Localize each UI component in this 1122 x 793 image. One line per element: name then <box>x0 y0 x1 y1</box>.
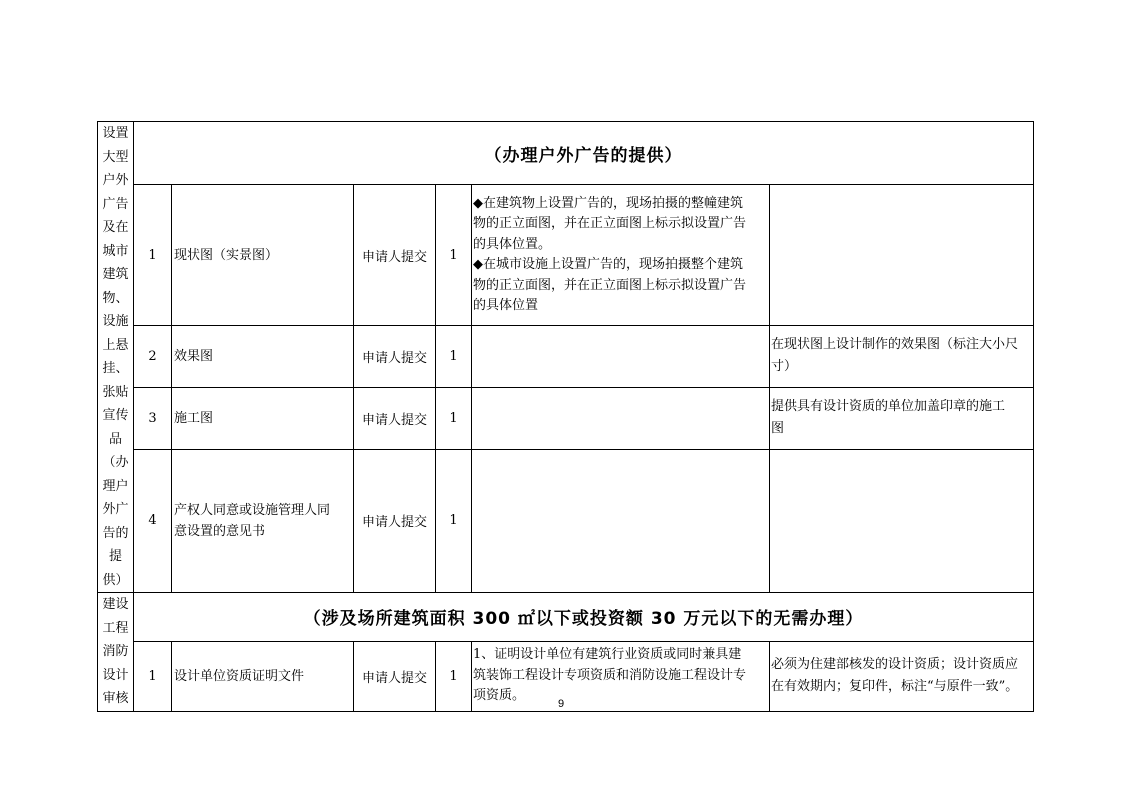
description-line: 的具体位置 <box>473 298 539 314</box>
table-row <box>98 185 1034 326</box>
copy-count: 1 <box>436 449 472 592</box>
category-line: 张贴 <box>102 384 129 400</box>
description-line: ◆在建筑物上设置广告的，现场拍摄的整幢建筑 <box>473 195 743 211</box>
section-banner: （涉及场所建筑面积 300 ㎡以下或投资额 30 万元以下的无需办理） <box>134 593 1034 642</box>
requirements-table <box>97 121 1034 712</box>
row-number: 4 <box>134 449 172 592</box>
category-line: 城市 <box>102 243 129 259</box>
copy-count: 1 <box>436 387 472 449</box>
category-line: 挂、 <box>102 361 129 376</box>
category-line: 品 <box>108 431 122 447</box>
submitter: 申请人提交 <box>354 641 436 711</box>
category-line: 审核 <box>102 691 129 706</box>
category-line: （办 <box>102 455 129 470</box>
category-line: 建筑 <box>102 267 129 282</box>
copy-count: 1 <box>436 185 472 326</box>
row-number: 1 <box>134 185 172 326</box>
category-line: 设施 <box>102 314 129 329</box>
description-line: 物的正立面图，并在正立面图上标示拟设置广告 <box>473 216 747 232</box>
requirement-description <box>472 449 770 592</box>
submitter: 申请人提交 <box>354 325 436 387</box>
category-line: 设计 <box>102 667 129 683</box>
remarks-cell <box>770 325 1034 387</box>
requirement-description <box>472 325 770 387</box>
page-number: 9 <box>557 698 565 710</box>
remark-line: 寸） <box>771 359 798 375</box>
remark-line: 提供具有设计资质的单位加盖印章的施工 <box>771 399 1006 415</box>
document-name: 施工图 <box>172 387 354 449</box>
table-row <box>98 325 1034 387</box>
category-line: 外广 <box>102 502 129 517</box>
description-line: 项资质。 <box>473 688 526 704</box>
table-row <box>98 449 1034 592</box>
copy-count: 1 <box>436 641 472 711</box>
category-line: 大型 <box>102 149 129 165</box>
description-line: 物的正立面图，并在正立面图上标示拟设置广告 <box>473 277 747 293</box>
category-line: 工程 <box>102 620 129 636</box>
category-line: 建设 <box>102 597 129 612</box>
category-line: 户外 <box>102 173 129 188</box>
section-banner: （办理户外广告的提供） <box>134 122 1034 185</box>
description-line: 筑装饰工程设计专项资质和消防设施工程设计专 <box>473 667 747 683</box>
remark-line: 图 <box>771 421 785 437</box>
remark-line: 在有效期内；复印件，标注“与原件一致”。 <box>771 679 1019 695</box>
table-row <box>98 387 1034 449</box>
row-number: 2 <box>134 325 172 387</box>
row-number: 1 <box>134 641 172 711</box>
category-line: 设置 <box>102 126 129 141</box>
category-line: 消防 <box>102 644 129 659</box>
section-2-banner-row <box>98 593 1034 642</box>
category-line: 供） <box>102 572 129 588</box>
section-1-banner-row <box>98 122 1034 185</box>
document-name <box>172 449 354 592</box>
category-line: 广告 <box>102 196 129 212</box>
category-line: 告的 <box>102 525 129 541</box>
remark-line: 在现状图上设计制作的效果图（标注大小尺 <box>771 337 1019 353</box>
category-cell-outdoor-advertising <box>98 122 134 593</box>
description-line: ◆在城市设施上设置广告的，现场拍摄整个建筑 <box>473 257 743 273</box>
document-name: 效果图 <box>172 325 354 387</box>
row-number: 3 <box>134 387 172 449</box>
category-cell-fire-protection-review <box>98 593 134 712</box>
remarks-cell <box>770 387 1034 449</box>
copy-count: 1 <box>436 325 472 387</box>
submitter: 申请人提交 <box>354 185 436 326</box>
name-line: 产权人同意或设施管理人同 <box>174 502 331 518</box>
requirement-description <box>472 185 770 326</box>
document-name: 现状图（实景图） <box>172 185 354 326</box>
description-line: 1、证明设计单位有建筑行业资质或同时兼具建 <box>473 647 742 663</box>
description-line: 的具体位置。 <box>473 236 552 252</box>
document-name: 设计单位资质证明文件 <box>172 641 354 711</box>
category-line: 上悬 <box>102 337 129 353</box>
category-line: 宣传 <box>102 408 129 423</box>
requirement-description <box>472 387 770 449</box>
remark-line: 必须为住建部核发的设计资质；设计资质应 <box>771 657 1019 673</box>
remarks-cell <box>770 185 1034 326</box>
submitter: 申请人提交 <box>354 387 436 449</box>
remarks-cell <box>770 449 1034 592</box>
category-line: 及在 <box>102 220 129 235</box>
submitter: 申请人提交 <box>354 449 436 592</box>
category-line: 提 <box>108 549 122 564</box>
category-line: 物、 <box>102 290 129 306</box>
name-line: 意设置的意见书 <box>174 523 266 539</box>
category-line: 理户 <box>102 478 129 494</box>
